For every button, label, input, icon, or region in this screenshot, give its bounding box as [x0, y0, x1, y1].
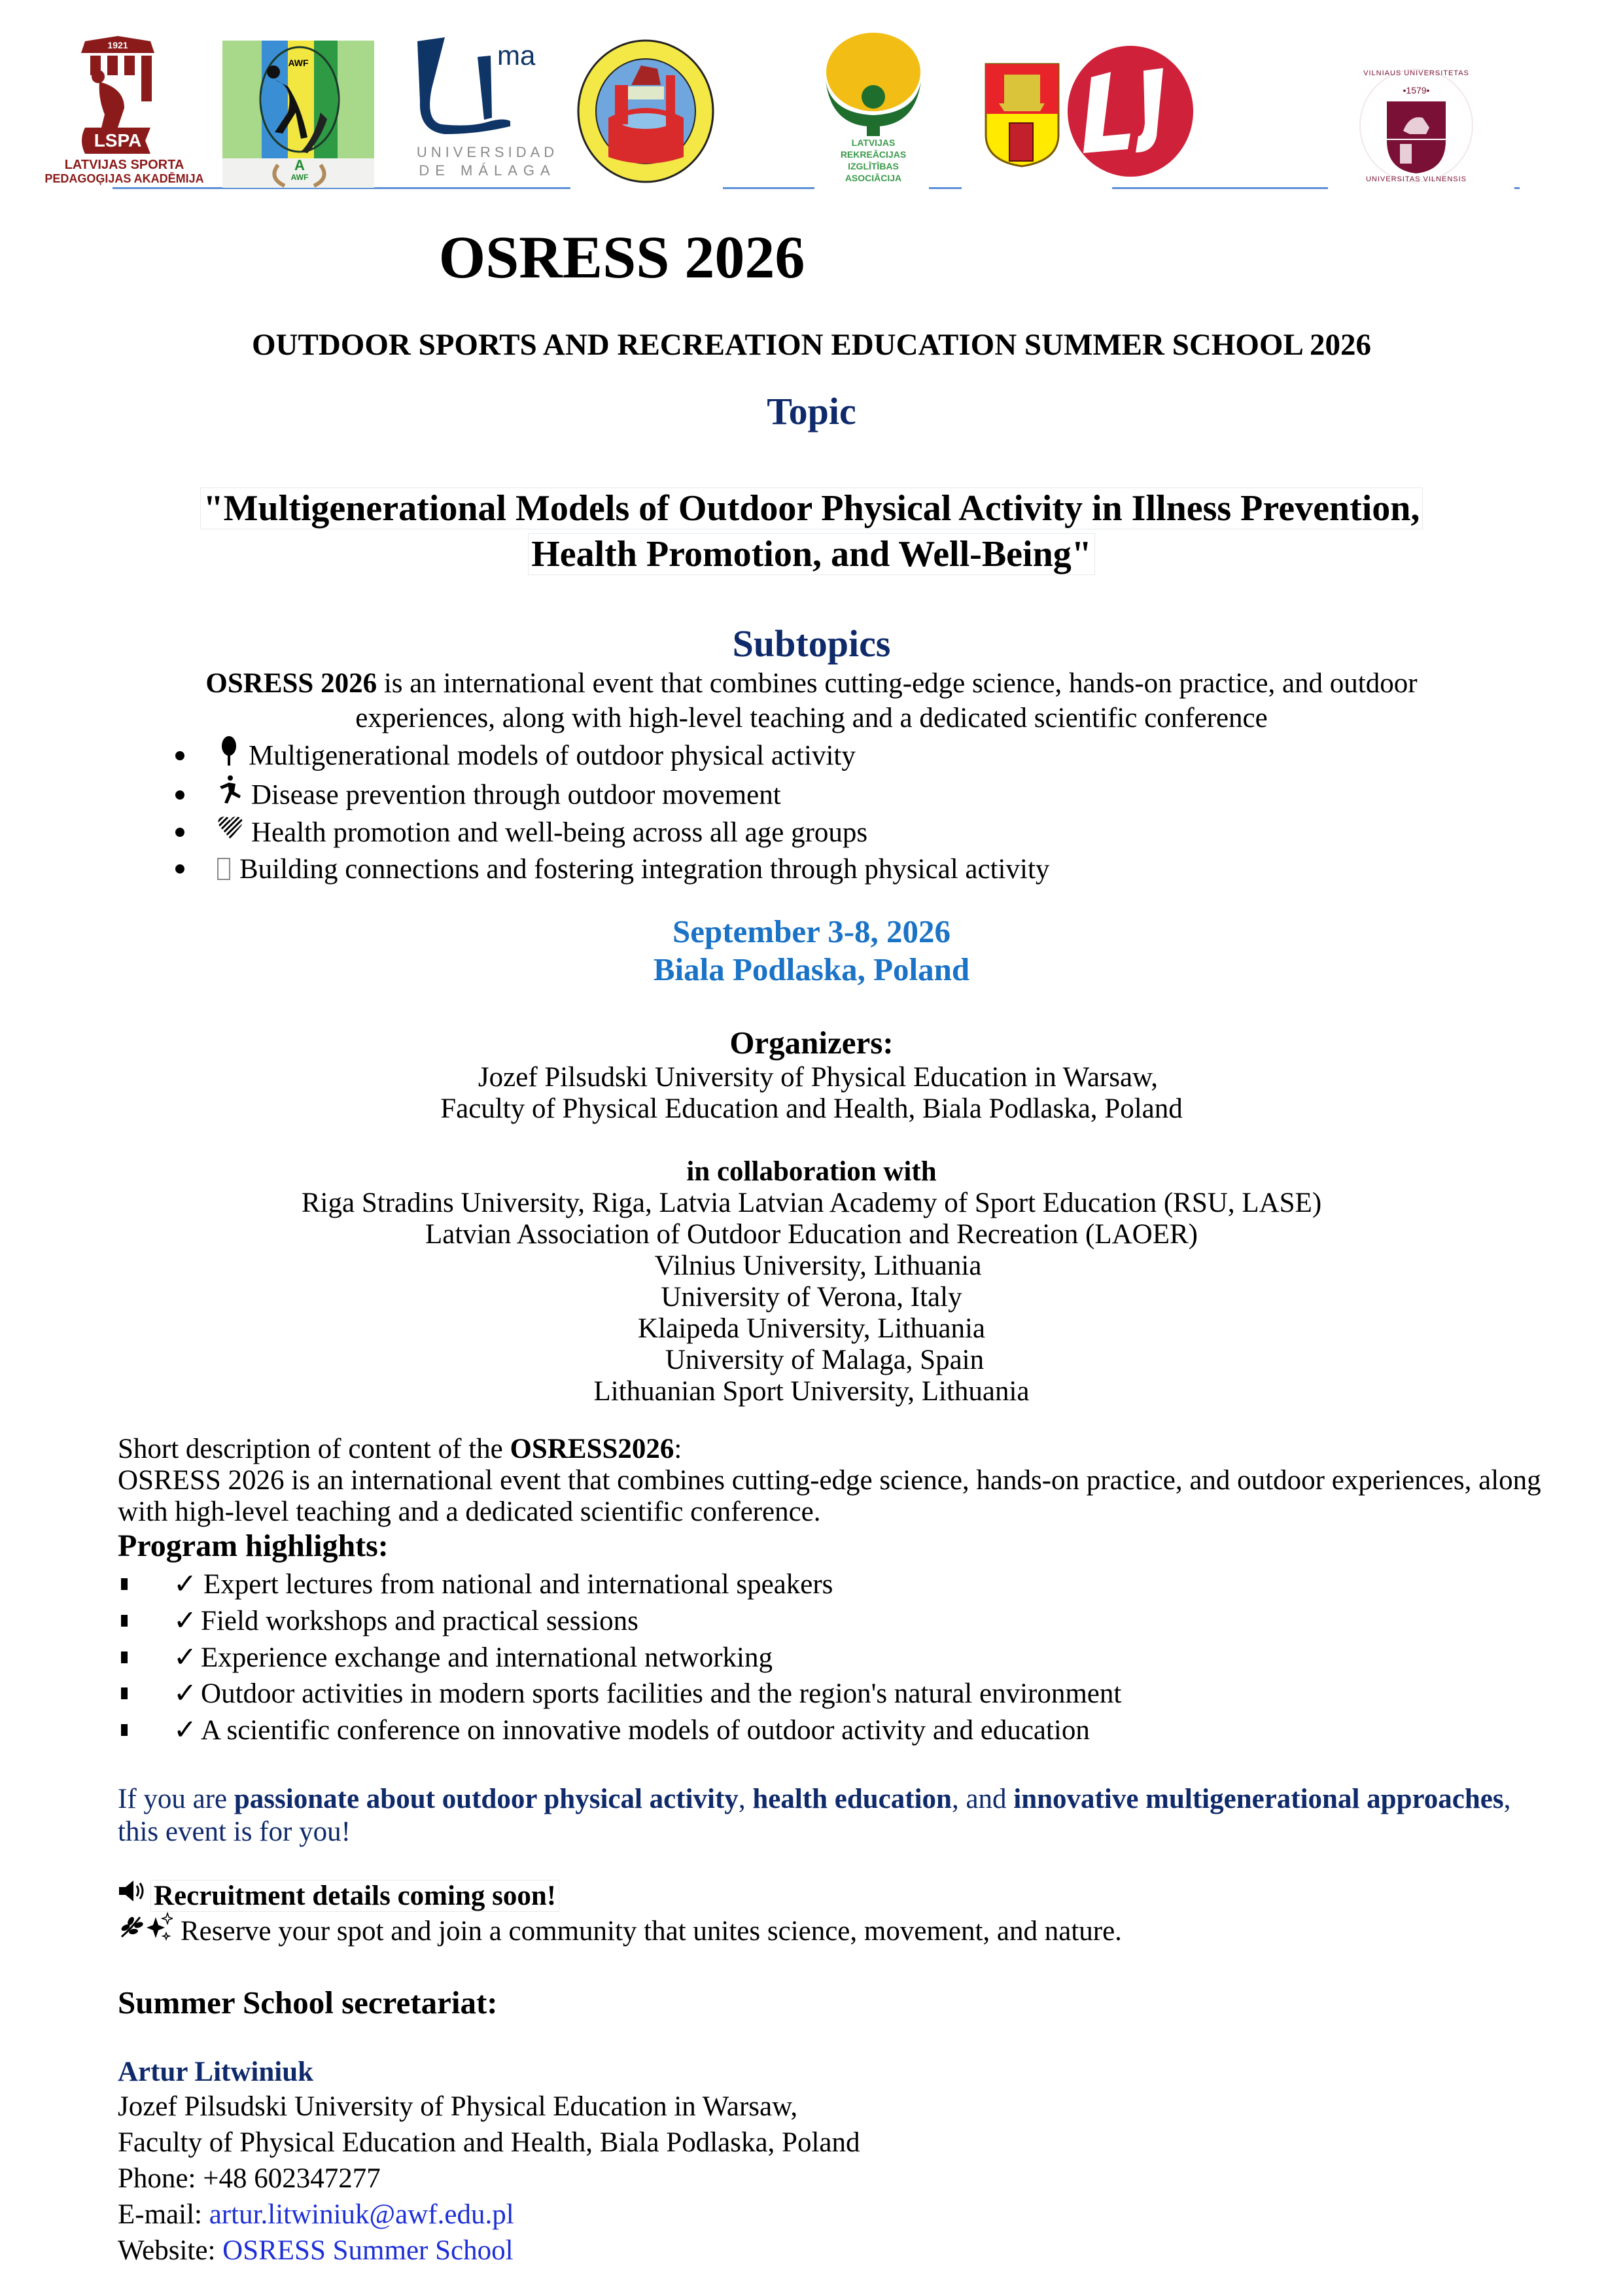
secretariat-phone: [118, 2163, 381, 2195]
vilnius-university-seal: [1357, 65, 1475, 186]
heart-icon: [217, 815, 243, 847]
awf-bottom-text: AWF: [290, 173, 309, 182]
lria-line4: ASOCIĀCIJA: [845, 173, 902, 183]
phone-value: +48 602347277: [203, 2163, 381, 2194]
speaker-icon: [118, 1878, 147, 1911]
list-item: [175, 853, 1049, 885]
lria-line2: REKREĀCIJAS: [840, 149, 907, 160]
lria-line3: IZGLĪTĪBAS: [848, 161, 899, 171]
lspa-logo: [26, 36, 222, 186]
tree-icon: [217, 735, 241, 773]
list-item: [175, 739, 856, 777]
topic-title-line2: Health Promotion, and Well-Being": [528, 533, 1095, 575]
subtopic-text: Multigenerational models of outdoor physical activity: [249, 740, 856, 771]
lspa-line2: PEDAGOĢIJAS AKADĒMIJA: [44, 172, 204, 185]
callout-text: , and: [951, 1784, 1014, 1814]
bullet-icon: [175, 751, 184, 760]
page-subtitle: OUTDOOR SPORTS AND RECREATION EDUCATION SUMMER SCHOOL 2026: [251, 328, 1371, 362]
topic-title-line1: "Multigenerational Models of Outdoor Physical Activity in Illness Prevention,: [200, 487, 1423, 529]
secretariat-label: Summer School secretariat:: [118, 1985, 498, 2021]
highlight-text: Expert lectures from national and international speakers: [203, 1569, 833, 1600]
vilnius-year: •1579•: [1403, 85, 1430, 96]
partner-item: Vilnius University, Lithuania: [654, 1250, 982, 1281]
description-label-prefix: Short description of content of the: [118, 1434, 510, 1464]
subtopic-text: Health promotion and well-being across all age groups: [251, 817, 868, 848]
lria-logo: [818, 31, 929, 188]
square-bullet-icon: [121, 1615, 128, 1627]
callout-text: ,: [1503, 1784, 1511, 1814]
highlight-text: A scientific conference on innovative models of outdoor activity and education: [201, 1715, 1090, 1746]
website-link[interactable]: OSRESS Summer School: [222, 2235, 514, 2266]
partner-item: Latvian Association of Outdoor Education and Recreation (LAOER): [425, 1219, 1198, 1250]
callout-line1: [118, 1783, 1510, 1815]
reserve-line: [118, 1915, 1122, 1952]
lspa-line1: LATVIJAS SPORTA: [64, 158, 184, 172]
intro-rest: is an international event that combines cutting-edge science, hands-on practice, and outdoor: [377, 668, 1418, 699]
organizer-line1: Jozef Pilsudski University of Physical Education in Warsaw,: [478, 1062, 1159, 1093]
subtopics-intro: [0, 667, 1623, 699]
bullet-icon: [175, 828, 184, 837]
awf-top-text: AWF: [288, 58, 309, 68]
bullet-icon: [175, 790, 184, 800]
callout-line2: this event is for you!: [118, 1816, 351, 1847]
recruitment-text: Recruitment details coming soon!: [150, 1880, 559, 1912]
list-item: [121, 1677, 1121, 1710]
highlight-text: Experience exchange and international networking: [201, 1642, 773, 1673]
missing-glyph-icon: [217, 858, 230, 880]
list-item: [175, 779, 781, 816]
secretariat-line1: Jozef Pilsudski University of Physical Education in Warsaw,: [118, 2091, 798, 2122]
subtopics-label: Subtopics: [732, 622, 891, 665]
partner-item: Klaipeda University, Lithuania: [638, 1313, 985, 1344]
description-label-bold: OSRESS2026: [510, 1434, 674, 1464]
verona-seal: [576, 39, 716, 183]
square-bullet-icon: [121, 1578, 128, 1590]
highlight-text: Outdoor activities in modern sports facilities and the region's natural environment: [201, 1678, 1122, 1709]
secretariat-line2: Faculty of Physical Education and Health, Biala Podlaska, Poland: [118, 2127, 860, 2158]
partner-item: Riga Stradins University, Riga, Latvia Latvian Academy of Sport Education (RSU, LASE): [301, 1188, 1322, 1218]
header-rule: [1514, 187, 1520, 189]
subtopic-text: Building connections and fostering integration through physical activity: [239, 854, 1050, 885]
list-item: [175, 817, 867, 851]
partner-item: Lithuanian Sport University, Lithuania: [593, 1376, 1030, 1407]
list-item: [121, 1604, 638, 1637]
subtopic-text: Disease prevention through outdoor movement: [251, 779, 781, 811]
topic-title-2: [0, 533, 1623, 575]
intro-bold: OSRESS 2026: [205, 668, 377, 699]
email-label: E-mail:: [118, 2199, 209, 2230]
svg-text:A: A: [294, 157, 305, 173]
check-icon: ✓: [173, 1604, 198, 1637]
vilnius-top-text: VILNIAUS UNIVERSITETAS: [1363, 69, 1469, 77]
check-icon: ✓: [173, 1677, 198, 1710]
description-label-suffix: :: [674, 1434, 682, 1464]
callout-text: ,: [738, 1784, 753, 1814]
check-icon: ✓: [173, 1568, 198, 1600]
header-rule: [929, 187, 962, 189]
secretariat-name: Artur Litwiniuk: [118, 2057, 314, 2087]
check-icon: ✓: [173, 1714, 198, 1746]
topic-label: Topic: [767, 390, 856, 433]
secretariat-website: [118, 2234, 514, 2267]
description-line2: with high-level teaching and a dedicated scientific conference.: [118, 1496, 821, 1527]
callout-bold: passionate about outdoor physical activity: [234, 1784, 739, 1814]
website-label: Website:: [118, 2235, 223, 2266]
lspa-year: 1921: [107, 40, 128, 50]
square-bullet-icon: [121, 1651, 128, 1663]
recruitment-line: [118, 1880, 559, 1915]
awf-logo: [222, 41, 374, 188]
bullet-icon: [175, 864, 184, 874]
page-title: OSRESS 2026: [438, 224, 805, 291]
uma-mark: ma: [497, 40, 536, 71]
email-link[interactable]: artur.litwiniuk@awf.edu.pl: [209, 2199, 514, 2230]
vilnius-bottom-text: UNIVERSITAS VILNENSIS: [1365, 175, 1467, 183]
runner-icon: [217, 775, 243, 812]
event-location: Biala Podlaska, Poland: [653, 951, 970, 987]
square-bullet-icon: [121, 1724, 128, 1736]
organizer-line2: Faculty of Physical Education and Health, Biala Podlaska, Poland: [440, 1093, 1183, 1124]
callout-text: If you are: [118, 1784, 234, 1814]
header-rule: [1112, 187, 1328, 189]
secretariat-email: [118, 2199, 514, 2231]
list-item: [121, 1714, 1090, 1746]
list-item: [121, 1641, 773, 1674]
lspa-abbr: LSPA: [94, 130, 142, 150]
reserve-text: Reserve your spot and join a community that unites science, movement, and nature.: [181, 1916, 1122, 1947]
callout-bold: health education: [752, 1784, 952, 1814]
partner-item: University of Malaga, Spain: [665, 1345, 985, 1375]
lria-line1: LATVIJAS: [851, 137, 896, 148]
klaipeda-coat-of-arms: [985, 63, 1060, 168]
topic-title: [0, 487, 1623, 529]
phone-label: Phone:: [118, 2163, 203, 2194]
organizers-label: Organizers:: [729, 1025, 894, 1061]
event-dates: September 3-8, 2026: [672, 913, 951, 949]
highlights-label: Program highlights:: [118, 1528, 389, 1563]
sparkles-icon: [147, 1912, 173, 1948]
collaboration-label: in collaboration with: [686, 1156, 937, 1187]
description-line1: OSRESS 2026 is an international event that combines cutting-edge science, hands-on practice, and outdoor experiences, along: [118, 1465, 1541, 1496]
uma-line2: DE MÁLAGA: [419, 162, 556, 179]
uma-logo: [412, 36, 563, 183]
lsu-logo: [1065, 44, 1196, 179]
partner-item: University of Verona, Italy: [661, 1282, 962, 1313]
header-rule: [723, 187, 814, 189]
subtopics-intro-line2: experiences, along with high-level teaching and a dedicated scientific conference: [355, 703, 1268, 733]
check-icon: ✓: [173, 1641, 198, 1674]
highlight-text: Field workshops and practical sessions: [201, 1606, 638, 1636]
description-label: [118, 1433, 682, 1465]
list-item: [121, 1568, 833, 1600]
callout-bold: innovative multigenerational approaches: [1013, 1784, 1504, 1814]
square-bullet-icon: [121, 1687, 128, 1699]
uma-line1: UNIVERSIDAD: [416, 144, 559, 160]
herb-icon: [118, 1913, 145, 1947]
